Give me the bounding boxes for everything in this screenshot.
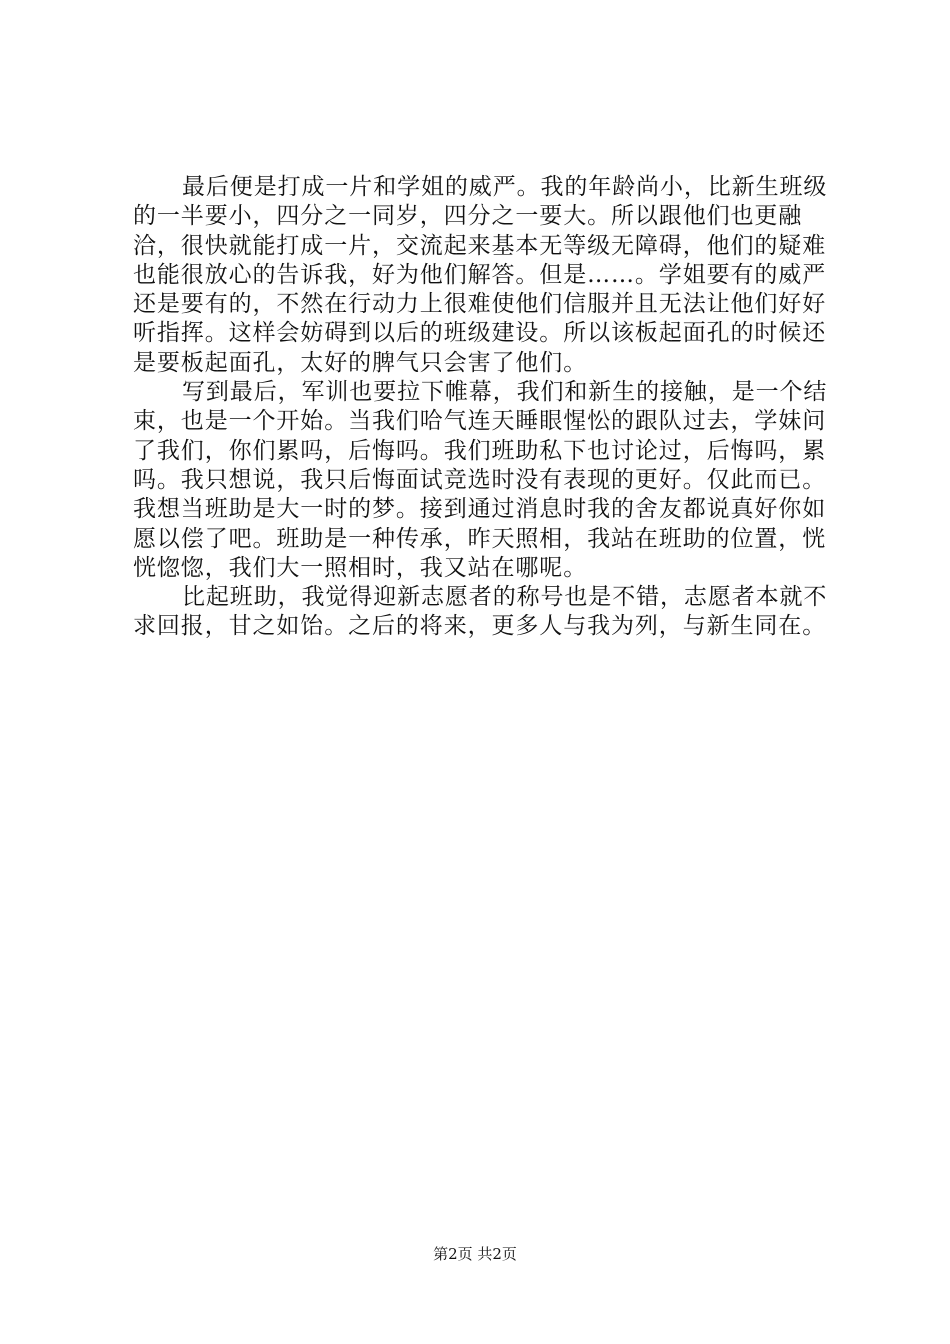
page-footer: 第2页 共2页 [433,1245,517,1263]
paragraph-3: 比起班助，我觉得迎新志愿者的称号也是不错，志愿者本就不求回报，甘之如饴。之后的将来，更多人与我为列，与新生同在。 [133,584,828,640]
document-body [133,173,831,642]
paragraph-1: 最后便是打成一片和学姐的威严。我的年龄尚小，比新生班级的一半要小，四分之一同岁，四分之一要大。所以跟他们也更融洽，很快就能打成一片，交流起来基本无等级无障碍，他们的疑难也能很放心的告诉我，好为他们解答。但是……。学姐要有的威严还是要有的，不然在行动力上很难使他们信服并且无法让他们好好听指挥。这样会妨碍到以后的班级建设。所以该板起面孔的时候还是要板起面孔，太好的脾气只会害了他们。 [133,174,828,376]
paragraph-2: 写到最后，军训也要拉下帷幕，我们和新生的接触，是一个结束，也是一个开始。当我们哈气连天睡眼惺忪的跟队过去，学妹问了我们，你们累吗，后悔吗。我们班助私下也讨论过，后悔吗，累吗。我只想说，我只后悔面试竞选时没有表现的更好。仅此而已。我想当班助是大一时的梦。接到通过消息时我的舍友都说真好你如愿以偿了吧。班助是一种传承，昨天照相，我站在班助的位置，恍恍惚惚，我们大一照相时，我又站在哪呢。 [133,379,828,581]
